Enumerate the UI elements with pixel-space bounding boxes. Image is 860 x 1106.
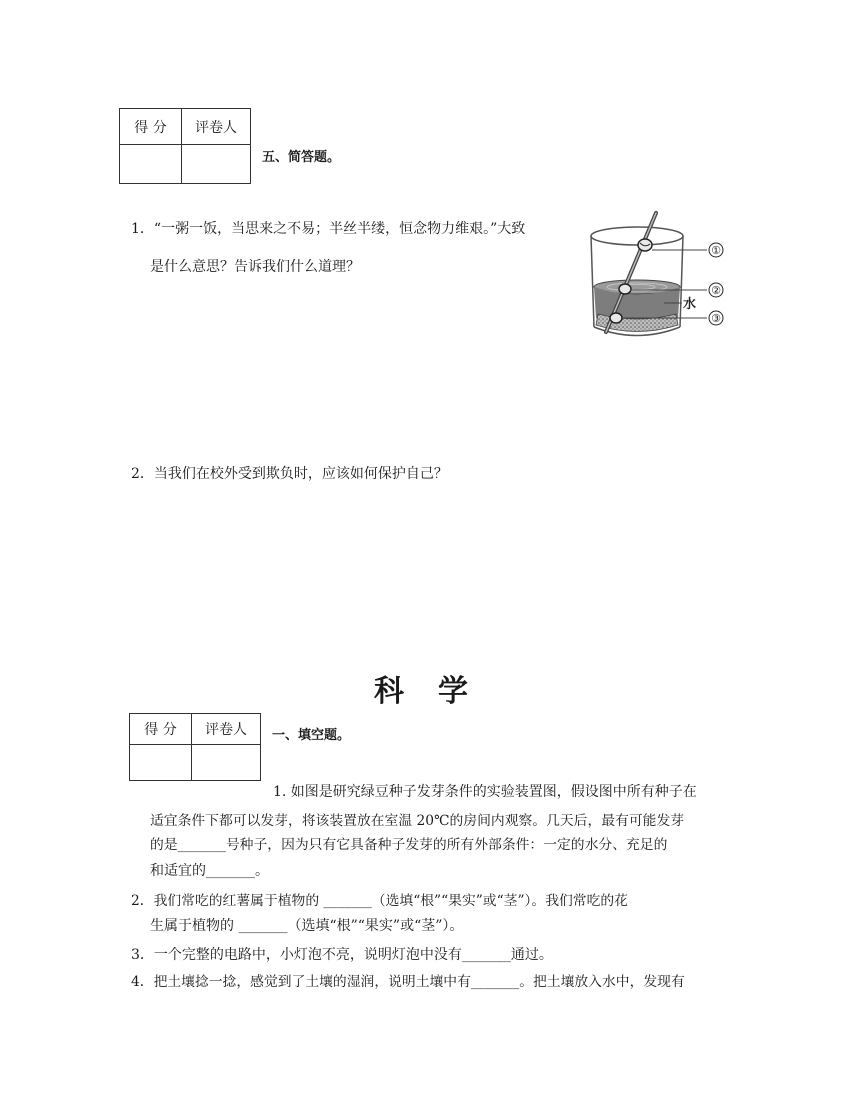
- section1-title: 一、填空题。: [272, 728, 351, 743]
- grader-cell[interactable]: [192, 745, 261, 781]
- score-header: 得 分: [120, 109, 182, 145]
- score-header: 得 分: [130, 714, 192, 745]
- score-cell[interactable]: [130, 745, 192, 781]
- q2: 2．当我们在校外受到欺负时，应该如何保护自己？: [131, 466, 448, 482]
- label-2: ②: [711, 284, 721, 297]
- grader-header: 评卷人: [182, 109, 251, 145]
- q1-line2: 是什么意思？告诉我们什么道理？: [150, 259, 360, 275]
- label-1: ①: [711, 244, 721, 257]
- science-q3: 3．一个完整的电路中，小灯泡不亮，说明灯泡中没有_______通过。: [131, 947, 553, 963]
- label-3: ③: [711, 312, 721, 325]
- water-label: 水: [683, 297, 697, 312]
- science-q2-line2: 生属于植物的 _______（选填“根”“果实”或“茎”）。: [150, 918, 464, 934]
- grader-header: 评卷人: [192, 714, 261, 745]
- seed-experiment-figure: [586, 210, 728, 348]
- science-q1-line1: 1. 如图是研究绿豆种子发芽条件的实验装置图，假设图中所有种子在: [273, 784, 697, 800]
- science-q2-line1: 2．我们常吃的红薯属于植物的 _______（选填“根”“果实”或“茎”）。我们常吃的花: [131, 893, 628, 909]
- subject-title: 科学: [374, 674, 502, 709]
- score-table-section1: [129, 713, 261, 781]
- science-q4: 4．把土壤捻一捻，感觉到了土壤的湿润，说明土壤中有_______。把土壤放入水中，发现有: [131, 974, 685, 990]
- score-cell[interactable]: [120, 145, 182, 184]
- science-q1-line3: 的是_______号种子，因为只有它具备种子发芽的所有外部条件：一定的水分、充足的: [150, 837, 668, 853]
- science-q1-line2: 适宜条件下都可以发芽，将该装置放在室温 20℃的房间内观察。几天后，最有可能发芽: [150, 813, 685, 829]
- grader-cell[interactable]: [182, 145, 251, 184]
- q1-line1: 1．“一粥一饭，当思来之不易；半丝半缕，恒念物力维艰。”大致: [131, 221, 526, 237]
- score-table-section5: [119, 108, 251, 184]
- science-q1-line4: 和适宜的_______。: [150, 863, 269, 879]
- section5-title: 五、简答题。: [262, 150, 341, 165]
